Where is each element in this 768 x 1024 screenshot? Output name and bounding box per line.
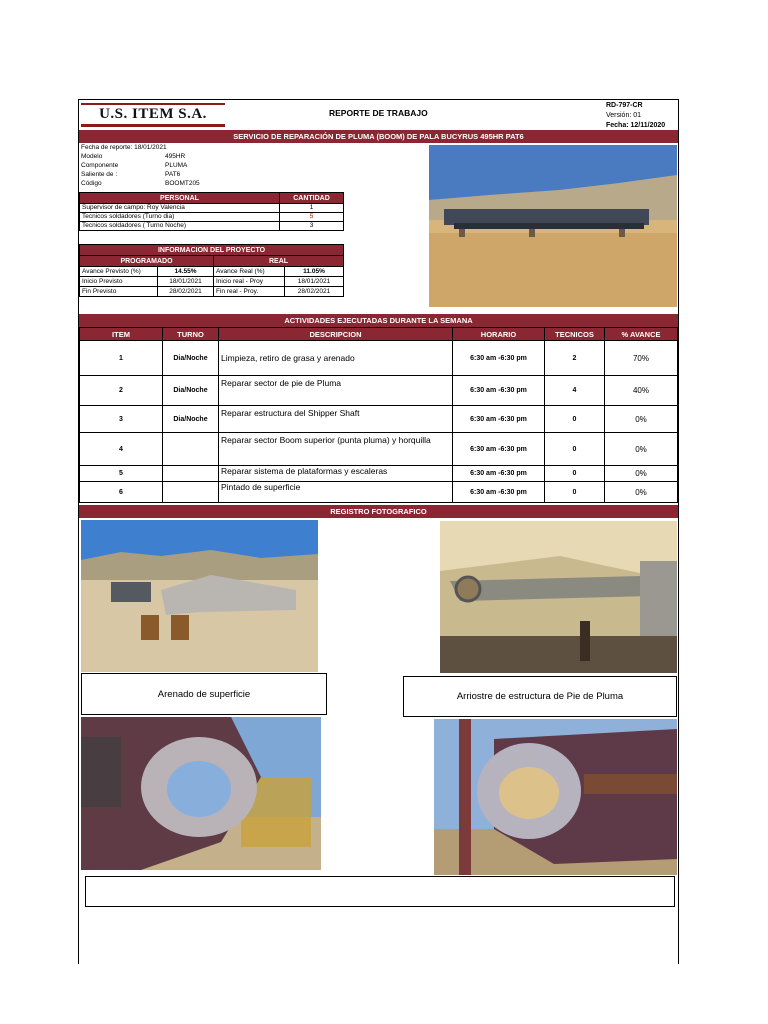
info-label: Saliente de : xyxy=(81,171,118,178)
project-label: Fin real - Proy. xyxy=(214,287,285,297)
activity-item: 2 xyxy=(80,376,163,406)
activity-description: Reparar sector Boom superior (punta pluma) y horquilla xyxy=(219,433,453,466)
activity-turno xyxy=(163,482,219,503)
project-label: Avance Real (%) xyxy=(214,267,285,277)
document-version: Versión: 01 xyxy=(606,112,642,119)
table-row xyxy=(80,213,344,222)
activity-horario: 6:30 am -6:30 pm xyxy=(453,406,545,433)
table-row xyxy=(80,341,678,376)
quantity-header: CANTIDAD xyxy=(280,193,344,204)
personal-name: Tecnicos soldadores ( Turno Noche) xyxy=(80,222,280,231)
caption-structure-bracing: Arriostre de estructura de Pie de Pluma xyxy=(403,676,677,717)
pin-bore-photo-right xyxy=(434,719,677,875)
project-label: Inicio real - Proy xyxy=(214,277,285,287)
horario-header: HORARIO xyxy=(453,328,545,341)
project-value: 28/02/2021 xyxy=(285,287,344,297)
table-row xyxy=(80,277,344,287)
info-value: BOOMT205 xyxy=(165,180,200,187)
table-row xyxy=(80,406,678,433)
project-value: 28/02/2021 xyxy=(158,287,214,297)
personal-qty: 3 xyxy=(280,222,344,231)
pin-bore-image-right xyxy=(434,719,677,875)
pluma-overview-photo xyxy=(429,145,677,307)
personal-table xyxy=(79,192,344,231)
activity-tecnicos: 0 xyxy=(545,433,605,466)
pin-bore-image-left xyxy=(81,717,321,870)
personal-name: Tecnicos soldadores (Turno dia) xyxy=(80,213,280,222)
info-label: Código xyxy=(81,180,102,187)
item-header: ITEM xyxy=(80,328,163,341)
personal-name: Supervisor de campo: Roy Valencia xyxy=(80,204,280,213)
activity-description: Limpieza, retiro de grasa y arenado xyxy=(219,341,453,376)
activity-description: Reparar sistema de plataformas y escaleras xyxy=(219,466,453,482)
activity-item: 5 xyxy=(80,466,163,482)
activity-tecnicos: 4 xyxy=(545,376,605,406)
project-label: Avance Previsto (%) xyxy=(80,267,158,277)
activity-avance: 40% xyxy=(605,376,678,406)
table-row xyxy=(80,287,344,297)
report-title: REPORTE DE TRABAJO xyxy=(329,108,428,118)
turno-header: TURNO xyxy=(163,328,219,341)
sandblasting-photo xyxy=(81,520,318,672)
avance-header: % AVANCE xyxy=(605,328,678,341)
activity-avance: 0% xyxy=(605,433,678,466)
info-label: Componente xyxy=(81,162,119,169)
report-date: Fecha de reporte: 18/01/2021 xyxy=(81,144,167,151)
activity-item: 1 xyxy=(80,341,163,376)
document-code: RD-797-CR xyxy=(606,102,643,109)
project-value: 18/01/2021 xyxy=(158,277,214,287)
activity-description: Pintado de superficie xyxy=(219,482,453,503)
project-value: 14.55% xyxy=(158,267,214,277)
activity-tecnicos: 0 xyxy=(545,406,605,433)
table-row xyxy=(80,482,678,503)
activity-horario: 6:30 am -6:30 pm xyxy=(453,433,545,466)
table-row xyxy=(80,466,678,482)
document-date: Fecha: 12/11/2020 xyxy=(606,122,666,129)
activity-turno: Dia/Noche xyxy=(163,341,219,376)
activity-turno xyxy=(163,433,219,466)
activity-turno: Dia/Noche xyxy=(163,406,219,433)
personal-qty: 5 xyxy=(280,213,344,222)
activity-horario: 6:30 am -6:30 pm xyxy=(453,466,545,482)
activity-avance: 70% xyxy=(605,341,678,376)
project-label: Fin Previsto xyxy=(80,287,158,297)
activity-horario: 6:30 am -6:30 pm xyxy=(453,482,545,503)
activity-horario: 6:30 am -6:30 pm xyxy=(453,376,545,406)
component-info xyxy=(81,143,200,188)
table-row xyxy=(80,267,344,277)
table-row xyxy=(80,222,344,231)
caption-sandblasting: Arenado de superficie xyxy=(81,673,327,715)
activity-turno xyxy=(163,466,219,482)
info-label: Modelo xyxy=(81,153,103,160)
real-header: REAL xyxy=(214,256,344,267)
photo-record-title-bar: REGISTRO FOTOGRAFICO xyxy=(79,505,678,518)
activity-tecnicos: 2 xyxy=(545,341,605,376)
activity-tecnicos: 0 xyxy=(545,482,605,503)
info-value: 495HR xyxy=(165,153,186,160)
project-label: Inicio Previsto xyxy=(80,277,158,287)
activity-description: Reparar sector de pie de Pluma xyxy=(219,376,453,406)
activity-avance: 0% xyxy=(605,482,678,503)
tecnicos-header: TECNICOS xyxy=(545,328,605,341)
activities-table xyxy=(79,327,678,503)
activities-title-bar: ACTIVIDADES EJECUTADAS DURANTE LA SEMANA xyxy=(79,314,678,327)
personal-qty: 1 xyxy=(280,204,344,213)
document-meta xyxy=(606,101,665,131)
table-row xyxy=(80,204,344,213)
activity-avance: 0% xyxy=(605,406,678,433)
pin-bore-photo-left xyxy=(81,717,321,870)
caption-pin-bore xyxy=(85,876,675,907)
pluma-overview-image xyxy=(429,145,677,307)
company-logo xyxy=(81,103,225,127)
info-value: PLUMA xyxy=(165,162,188,169)
info-value: PAT6 xyxy=(165,171,181,178)
sandblasting-image xyxy=(81,520,318,672)
activity-item: 6 xyxy=(80,482,163,503)
activity-item: 4 xyxy=(80,433,163,466)
personal-header: PERSONAL xyxy=(80,193,280,204)
table-row xyxy=(80,433,678,466)
service-title-bar: SERVICIO DE REPARACIÓN DE PLUMA (BOOM) DE PALA BUCYRUS 495HR PAT6 xyxy=(79,130,678,143)
project-value: 11.05% xyxy=(285,267,344,277)
programado-header: PROGRAMADO xyxy=(80,256,214,267)
table-row xyxy=(80,376,678,406)
report-sheet xyxy=(78,99,679,964)
structure-bracing-image xyxy=(440,521,677,673)
description-header: DESCRIPCION xyxy=(219,328,453,341)
activity-turno: Dia/Noche xyxy=(163,376,219,406)
logo-text: U.S. ITEM S.A. xyxy=(99,106,207,122)
project-info-title: INFORMACION DEL PROYECTO xyxy=(80,245,344,256)
activity-item: 3 xyxy=(80,406,163,433)
activity-horario: 6:30 am -6:30 pm xyxy=(453,341,545,376)
structure-bracing-photo xyxy=(440,521,677,673)
project-info-table xyxy=(79,244,344,297)
activity-description: Reparar estructura del Shipper Shaft xyxy=(219,406,453,433)
activity-avance: 0% xyxy=(605,466,678,482)
activity-tecnicos: 0 xyxy=(545,466,605,482)
project-value: 18/01/2021 xyxy=(285,277,344,287)
